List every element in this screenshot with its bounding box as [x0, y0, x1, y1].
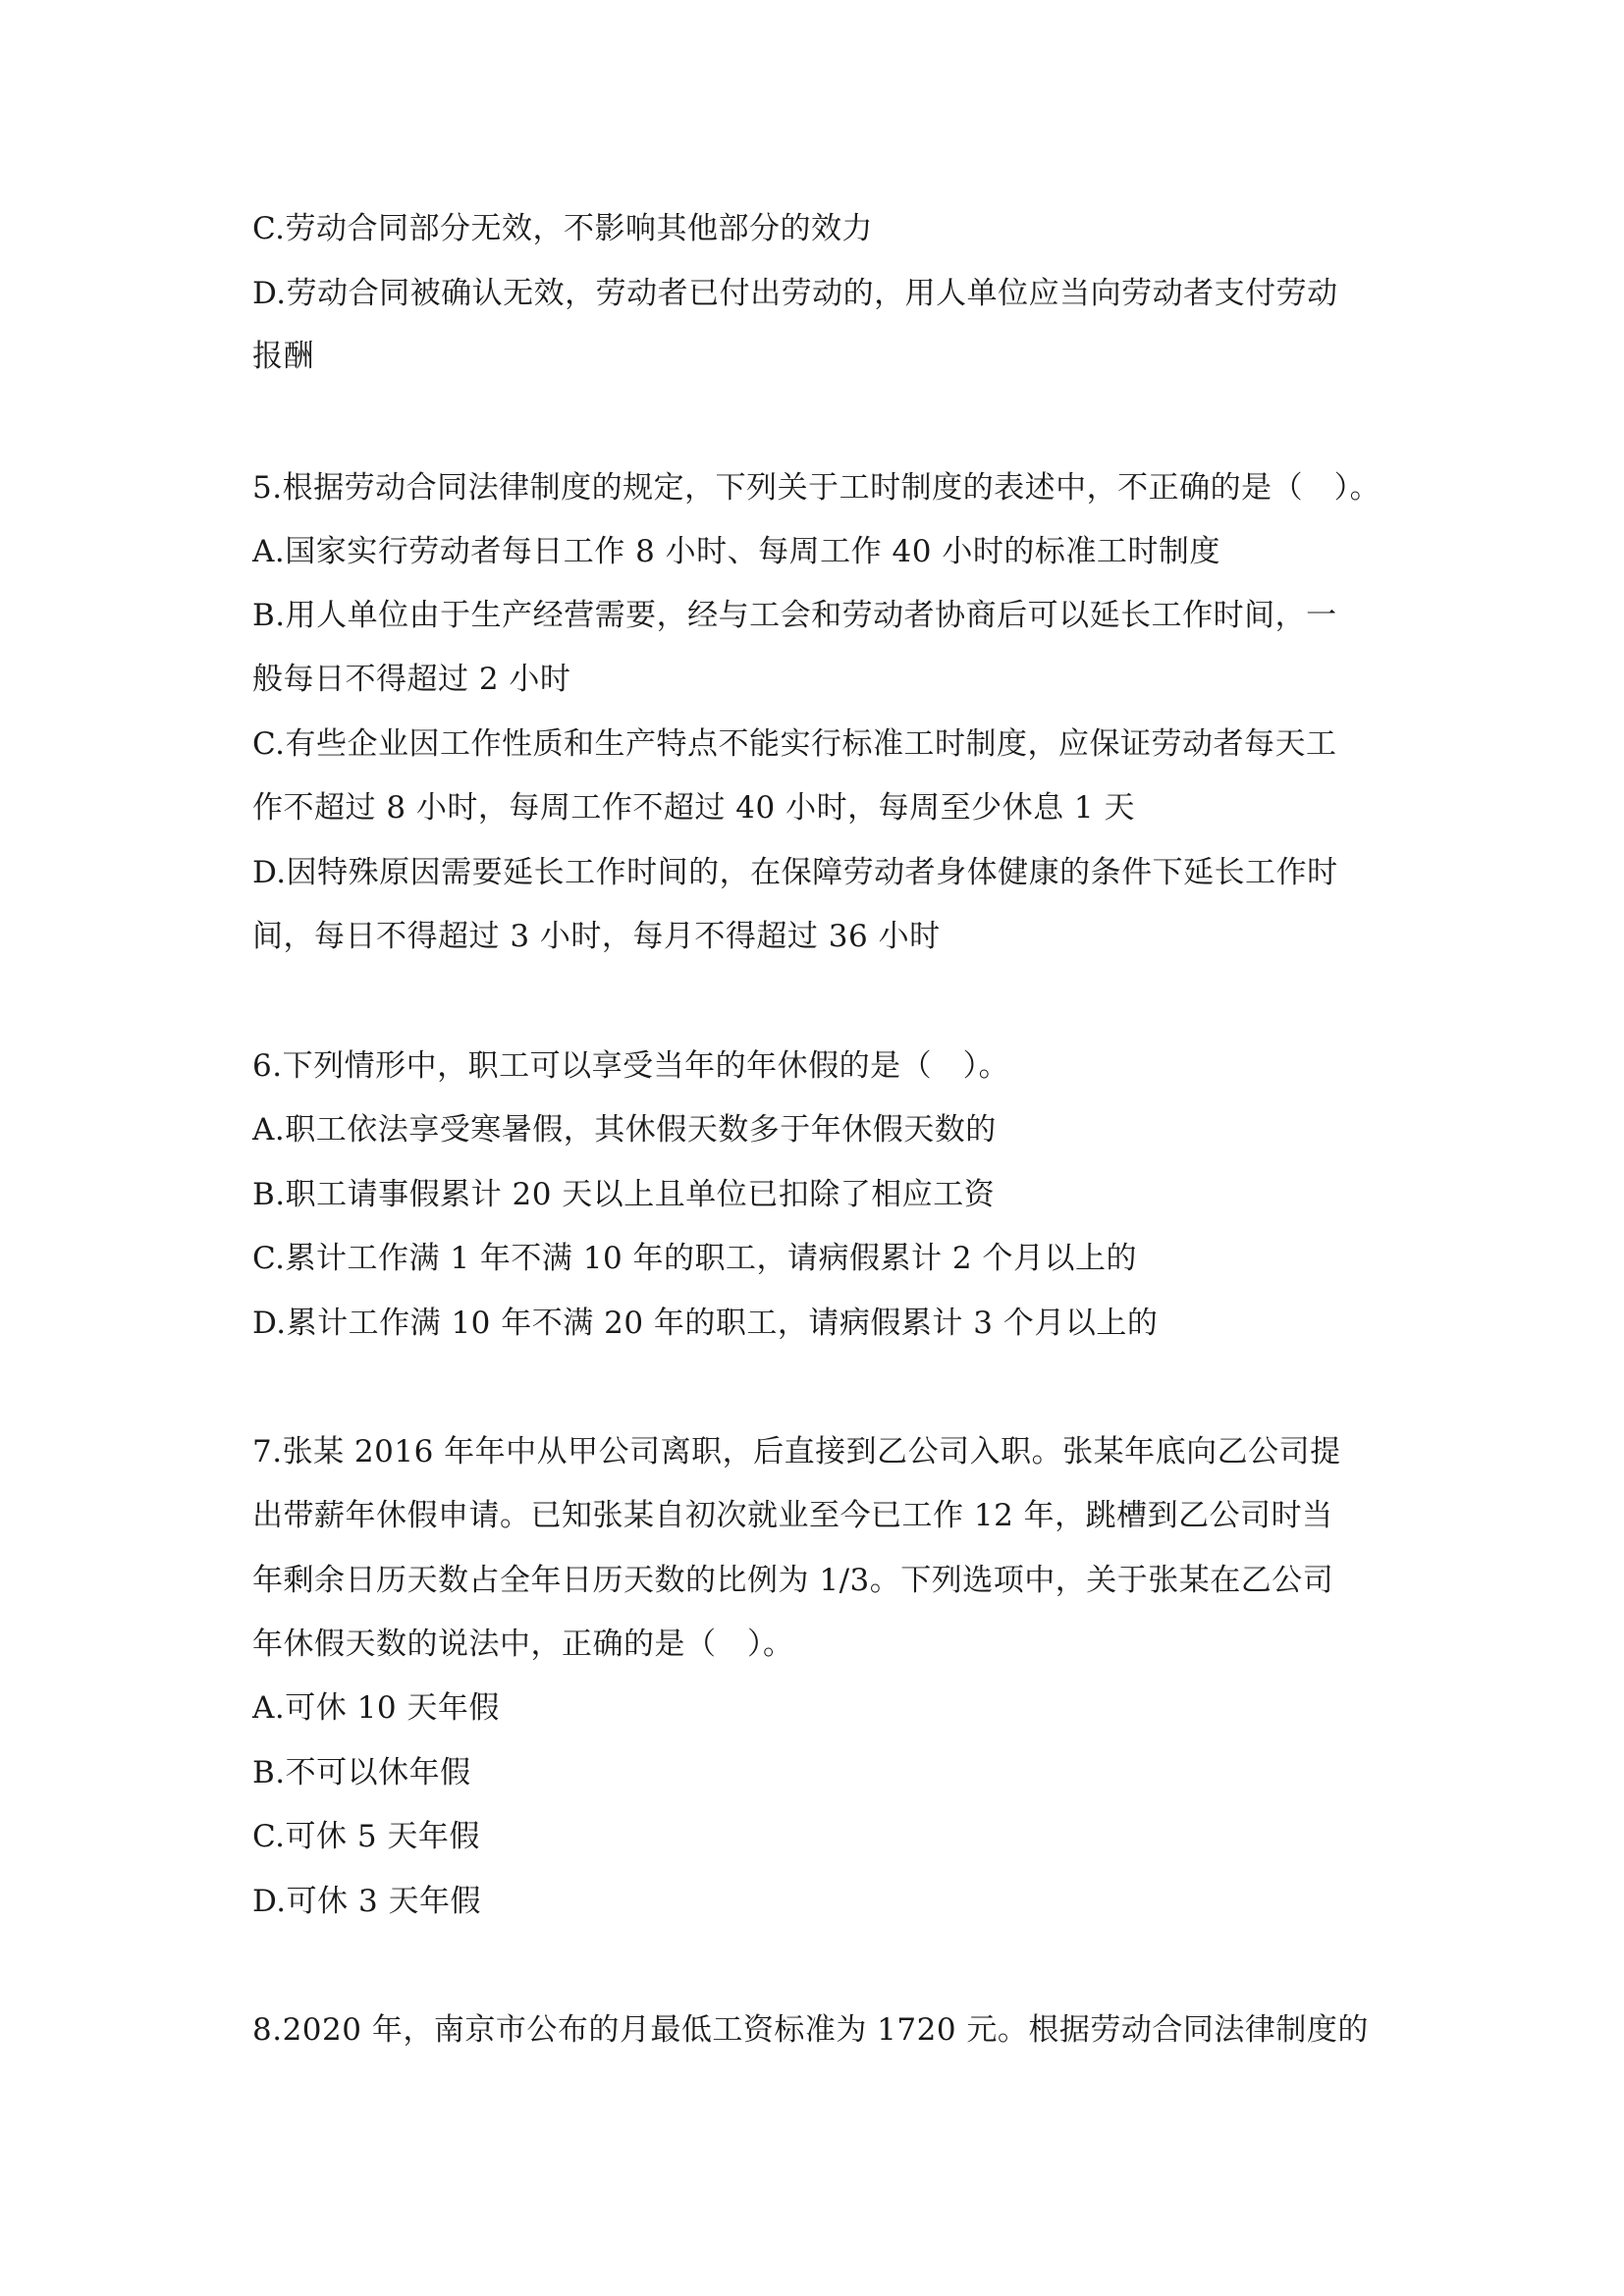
option-7c: C.可休 5 天年假 [252, 1819, 480, 1854]
option-5d-continued: 间，每日不得超过 3 小时，每月不得超过 36 小时 [252, 919, 941, 954]
option-5c-continued: 作不超过 8 小时，每周工作不超过 40 小时，每周至少休息 1 天 [252, 790, 1136, 826]
question-7-line-2: 出带薪年休假申请。已知张某自初次就业至今已工作 12 年，跳槽到乙公司时当 [252, 1498, 1333, 1533]
option-6c: C.累计工作满 1 年不满 10 年的职工，请病假累计 2 个月以上的 [252, 1241, 1137, 1276]
option-4d-continued: 报酬 [252, 339, 314, 374]
option-7b: B.不可以休年假 [252, 1755, 471, 1790]
option-6a: A.职工依法享受寒暑假，其休假天数多于年休假天数的 [252, 1112, 997, 1148]
option-5b: B.用人单位由于生产经营需要，经与工会和劳动者协商后可以延长工作时间，一 [252, 598, 1337, 633]
question-5: 5.根据劳动合同法律制度的规定，下列关于工时制度的表述中，不正确的是（ ）。 [252, 470, 1381, 506]
option-6d: D.累计工作满 10 年不满 20 年的职工，请病假累计 3 个月以上的 [252, 1306, 1159, 1341]
question-7: 7.张某 2016 年年中从甲公司离职，后直接到乙公司入职。张某年底向乙公司提 [252, 1434, 1341, 1469]
option-7d: D.可休 3 天年假 [252, 1884, 482, 1919]
question-6: 6.下列情形中，职工可以享受当年的年休假的是（ ）。 [252, 1048, 1010, 1084]
option-4c: C.劳动合同部分无效，不影响其他部分的效力 [252, 211, 873, 246]
question-7-line-3: 年剩余日历天数占全年日历天数的比例为 1/3。下列选项中，关于张某在乙公司 [252, 1563, 1334, 1598]
option-5a: A.国家实行劳动者每日工作 8 小时、每周工作 40 小时的标准工时制度 [252, 534, 1220, 569]
option-6b: B.职工请事假累计 20 天以上且单位已扣除了相应工资 [252, 1177, 996, 1212]
question-7-line-4: 年休假天数的说法中，正确的是（ ）。 [252, 1627, 794, 1662]
question-8: 8.2020 年，南京市公布的月最低工资标准为 1720 元。根据劳动合同法律制度的 [252, 2012, 1369, 2048]
option-5c: C.有些企业因工作性质和生产特点不能实行标准工时制度，应保证劳动者每天工 [252, 726, 1337, 762]
option-5b-continued: 般每日不得超过 2 小时 [252, 662, 571, 697]
option-5d: D.因特殊原因需要延长工作时间的，在保障劳动者身体健康的条件下延长工作时 [252, 855, 1338, 890]
option-7a: A.可休 10 天年假 [252, 1690, 500, 1726]
option-4d: D.劳动合同被确认无效，劳动者已付出劳动的，用人单位应当向劳动者支付劳动 [252, 276, 1338, 311]
